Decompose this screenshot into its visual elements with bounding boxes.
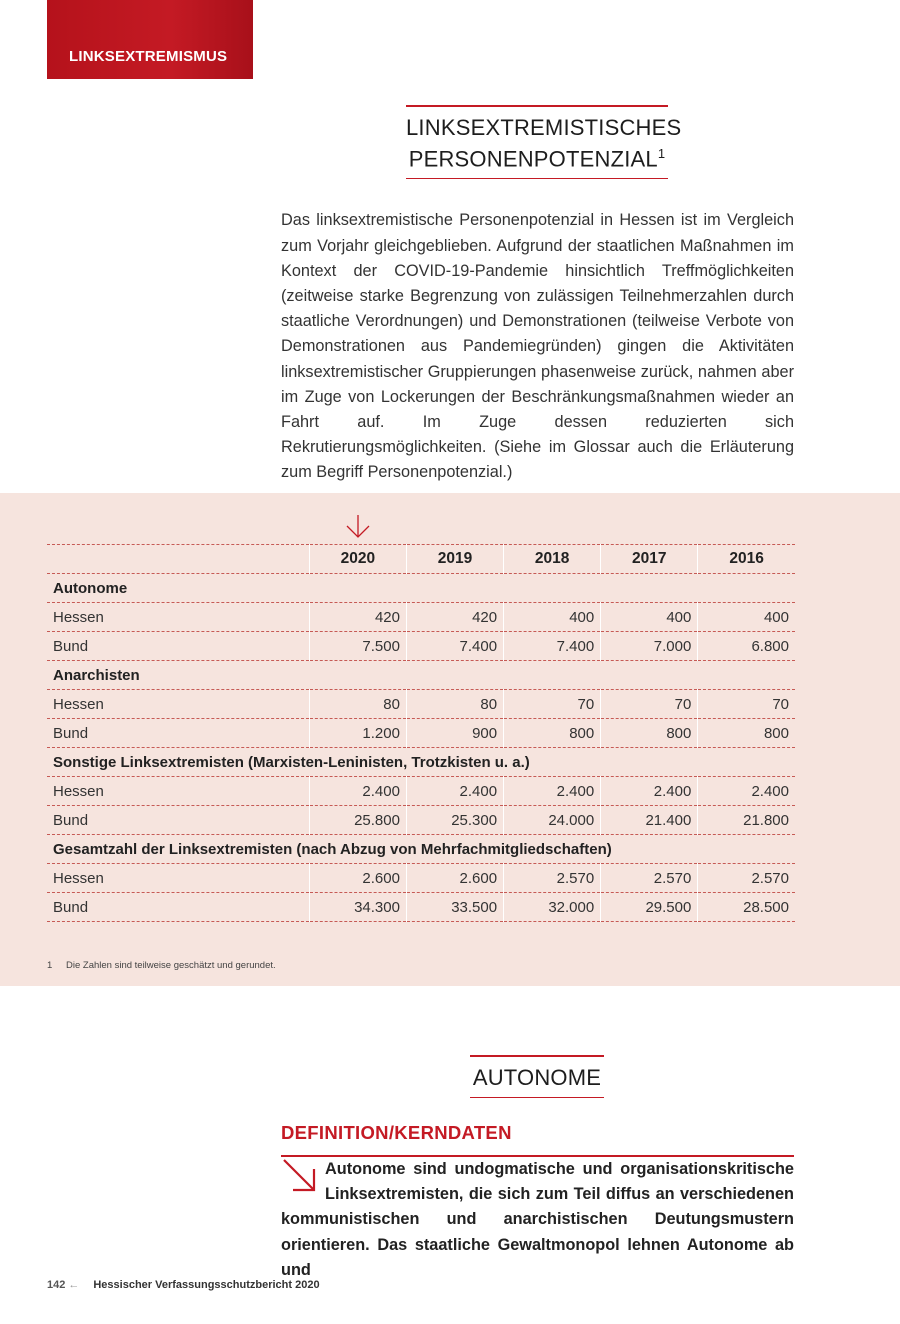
year-header-2017: 2017	[601, 545, 698, 574]
definition-block	[281, 1157, 794, 1283]
row-label: Bund	[47, 806, 309, 835]
value-cell: 29.500	[601, 893, 698, 922]
value-cell: 70	[601, 690, 698, 719]
page-footer	[47, 1279, 320, 1291]
heading-rule-bottom	[406, 178, 668, 179]
value-cell: 1.200	[309, 719, 406, 748]
value-cell: 7.000	[601, 632, 698, 661]
value-cell: 25.800	[309, 806, 406, 835]
table-footnote	[47, 960, 276, 971]
value-cell: 21.400	[601, 806, 698, 835]
table-header-row	[47, 545, 795, 574]
value-cell: 2.570	[601, 864, 698, 893]
table-row	[47, 864, 795, 893]
value-cell: 80	[406, 690, 503, 719]
table-row	[47, 806, 795, 835]
value-cell: 400	[601, 603, 698, 632]
section-tag-label: LINKSEXTREMISMUS	[69, 48, 228, 65]
year-header-2018: 2018	[504, 545, 601, 574]
group-row	[47, 574, 795, 603]
value-cell: 80	[309, 690, 406, 719]
value-cell: 70	[698, 690, 795, 719]
value-cell: 400	[698, 603, 795, 632]
year-header-2016: 2016	[698, 545, 795, 574]
footnote-number: 1	[47, 960, 53, 971]
table-row	[47, 719, 795, 748]
title-line-1: LINKSEXTREMISTISCHES	[406, 115, 682, 140]
heading-rule-bottom	[470, 1097, 604, 1098]
value-cell: 900	[406, 719, 503, 748]
group-title: Anarchisten	[47, 661, 795, 690]
table-row	[47, 603, 795, 632]
value-cell: 33.500	[406, 893, 503, 922]
table-row	[47, 632, 795, 661]
value-cell: 800	[504, 719, 601, 748]
value-cell: 2.400	[698, 777, 795, 806]
value-cell: 28.500	[698, 893, 795, 922]
footnote-text: Die Zahlen sind teilweise geschätzt und gerundet.	[66, 960, 276, 971]
value-cell: 24.000	[504, 806, 601, 835]
section-tag	[47, 0, 253, 79]
row-label: Hessen	[47, 864, 309, 893]
personenpotenzial-table	[47, 544, 795, 922]
page-number: 142	[47, 1279, 66, 1291]
row-label: Hessen	[47, 603, 309, 632]
value-cell: 7.400	[504, 632, 601, 661]
table-row	[47, 690, 795, 719]
value-cell: 400	[504, 603, 601, 632]
value-cell: 2.600	[406, 864, 503, 893]
definition-text: Autonome sind undogmatische und organisationskritische Linksextremisten, die sich zum Teil diffus an verschiedenen kommunistischen und anarchistischen Deutungsmustern orientieren. Das staatliche Gewaltmonopol lehnen Autonome ab und	[281, 1160, 794, 1279]
year-header-2020: 2020	[309, 545, 406, 574]
value-cell: 21.800	[698, 806, 795, 835]
value-cell: 6.800	[698, 632, 795, 661]
value-cell: 2.600	[309, 864, 406, 893]
value-cell: 7.500	[309, 632, 406, 661]
group-title: Autonome	[47, 574, 795, 603]
value-cell: 2.400	[309, 777, 406, 806]
group-row	[47, 835, 795, 864]
title-footnote-marker: 1	[657, 146, 666, 161]
row-label: Hessen	[47, 777, 309, 806]
intro-paragraph: Das linksextremistische Personenpotenzial in Hessen ist im Vergleich zum Vorjahr gleichgeblieben. Aufgrund der staatlichen Maßnahmen im Kontext der COVID-19-Pandemie hinsichtlich Treffmöglichkeiten (zeitweise starke Begrenzung von zulässigen Teilnehmerzahlen durch staatliche Verordnungen) und Demonstrationen (teilweise Verbote von Demonstrationen aus Pandemiegründen) gingen die Aktivitäten linksextremistischer Gruppierungen phasenweise zurück, nahmen aber im Zuge von Lockerungen der Beschränkungsmaßnahmen wieder an Fahrt auf. Im Zuge dessen reduzierten sich Rekrutierungsmöglichkeiten. (Siehe im Glossar auch die Erläuterung zum Begriff Personenpotenzial.)	[281, 211, 794, 482]
section-title: AUTONOME	[472, 1065, 602, 1090]
definition-subheading: DEFINITION/KERNDATEN	[281, 1122, 512, 1143]
value-cell: 2.570	[698, 864, 795, 893]
header-label-cell	[47, 545, 309, 574]
value-cell: 2.400	[601, 777, 698, 806]
table-row	[47, 893, 795, 922]
value-cell: 25.300	[406, 806, 503, 835]
group-title: Sonstige Linksextremisten (Marxisten-Leninisten, Trotzkisten u. a.)	[47, 748, 795, 777]
row-label: Hessen	[47, 690, 309, 719]
arrow-left-icon: ←	[68, 1279, 80, 1291]
arrow-down-icon	[344, 513, 372, 541]
value-cell: 2.570	[504, 864, 601, 893]
value-cell: 420	[309, 603, 406, 632]
heading-rule-top	[406, 105, 668, 107]
arrow-down-right-icon	[281, 1157, 317, 1193]
value-cell: 800	[601, 719, 698, 748]
autonome-heading	[470, 1055, 604, 1098]
value-cell: 34.300	[309, 893, 406, 922]
value-cell: 7.400	[406, 632, 503, 661]
page-title	[406, 115, 682, 172]
heading-rule-top	[470, 1055, 604, 1057]
personenpotenzial-heading	[406, 105, 682, 179]
group-row	[47, 748, 795, 777]
row-label: Bund	[47, 719, 309, 748]
value-cell: 32.000	[504, 893, 601, 922]
row-label: Bund	[47, 893, 309, 922]
group-row	[47, 661, 795, 690]
value-cell: 2.400	[406, 777, 503, 806]
value-cell: 420	[406, 603, 503, 632]
value-cell: 800	[698, 719, 795, 748]
value-cell: 2.400	[504, 777, 601, 806]
year-header-2019: 2019	[406, 545, 503, 574]
publication-title: Hessischer Verfassungsschutzbericht 2020	[93, 1279, 320, 1291]
group-title: Gesamtzahl der Linksextremisten (nach Abzug von Mehrfachmitgliedschaften)	[47, 835, 795, 864]
value-cell: 70	[504, 690, 601, 719]
title-line-2: PERSONENPOTENZIAL	[408, 146, 658, 172]
row-label: Bund	[47, 632, 309, 661]
table-row	[47, 777, 795, 806]
